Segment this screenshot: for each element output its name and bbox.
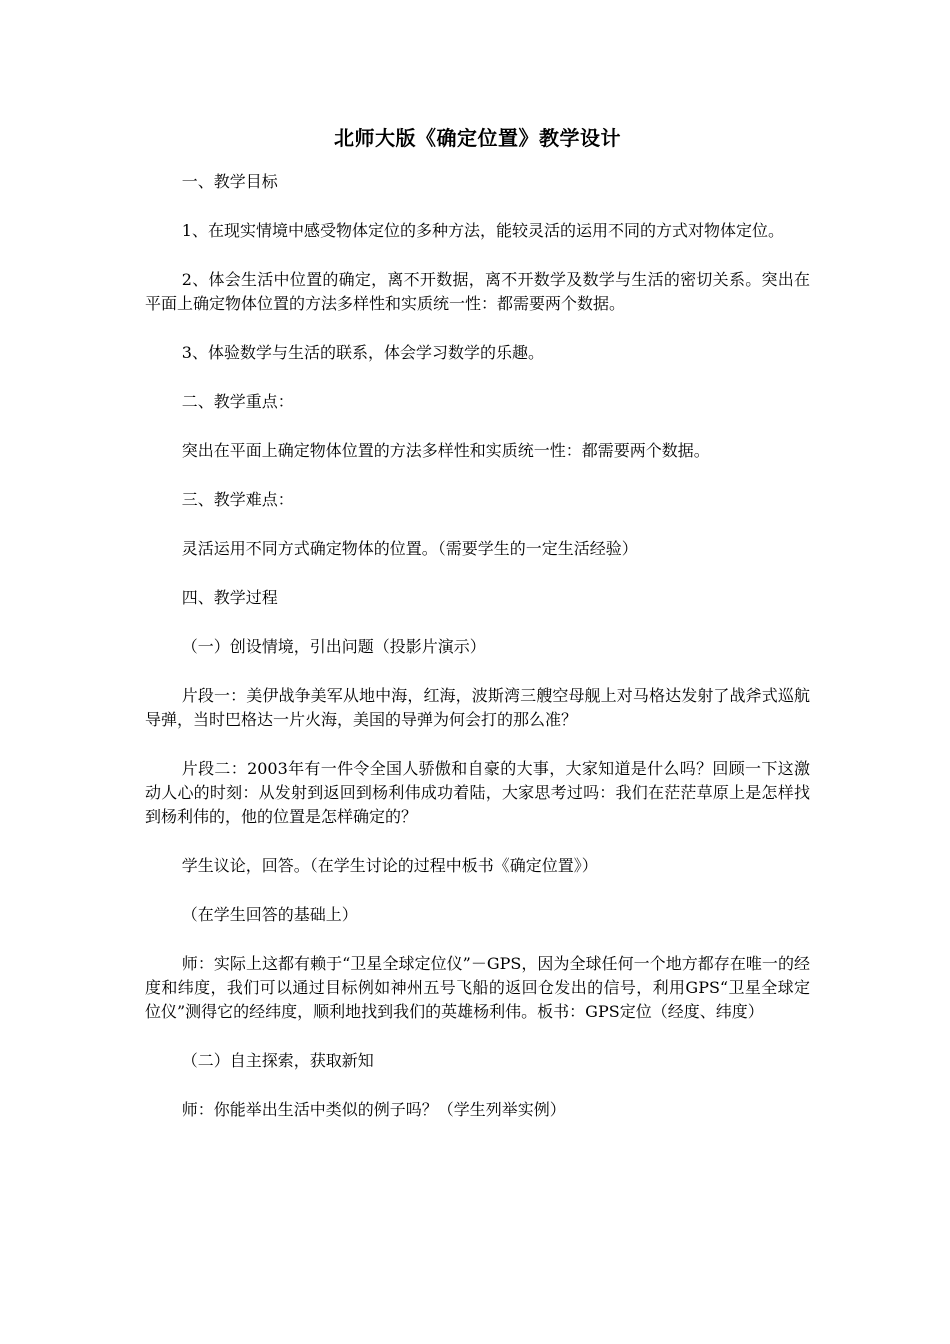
heading-difficulties: 三、教学难点： xyxy=(181,490,294,509)
heading-key-points: 二、教学重点： xyxy=(181,392,294,411)
teacher-gps-paragraph: 师：实际上这都有赖于“卫星全球定位仪”－GPS，因为全球任何一个地方都存在唯一的经度和纬度，我们可以通过目标例如神州五号飞船的返回仓发出的信号，利用GPS“卫星全球定位仪”测得它的经纬度，顺利地找到我们的英雄杨利伟。板书：GPS定位（经度、纬度） xyxy=(145,954,810,1021)
goal-1-paragraph: 1、在现实情境中感受物体定位的多种方法，能较灵活的运用不同的方式对物体定位。 xyxy=(181,221,784,240)
teacher-example-paragraph: 师：你能举出生活中类似的例子吗？（学生列举实例） xyxy=(181,1100,566,1119)
subheading-create-situation: （一）创设情境，引出问题（投影片演示） xyxy=(181,637,486,656)
segment-2-paragraph: 片段二：2003年有一件令全国人骄傲和自豪的大事，大家知道是什么吗？回顾一下这激动人心的时刻：从发射到返回到杨利伟成功着陆，大家思考过吗：我们在茫茫草原上是怎样找到杨利伟的，他的位置是怎样确定的？ xyxy=(145,759,810,826)
difficulties-paragraph: 灵活运用不同方式确定物体的位置。（需要学生的一定生活经验） xyxy=(181,539,638,558)
goal-2-paragraph: 2、体会生活中位置的确定，离不开数据，离不开数学及数学与生活的密切关系。突出在平面上确定物体位置的方法多样性和实质统一性：都需要两个数据。 xyxy=(145,270,810,313)
segment-1-paragraph: 片段一：美伊战争美军从地中海，红海，波斯湾三艘空母舰上对马格达发射了战斧式巡航导弹，当时巴格达一片火海，美国的导弹为何会打的那么准？ xyxy=(145,686,810,729)
student-discussion-paragraph: 学生议论，回答。（在学生讨论的过程中板书《确定位置》） xyxy=(181,856,598,875)
student-answer-note: （在学生回答的基础上） xyxy=(181,905,358,924)
heading-teaching-goals: 一、教学目标 xyxy=(181,172,278,191)
heading-teaching-process: 四、教学过程 xyxy=(181,588,278,607)
document-title: 北师大版《确定位置》教学设计 xyxy=(334,126,621,150)
goal-3-paragraph: 3、体验数学与生活的联系，体会学习数学的乐趣。 xyxy=(181,343,544,362)
key-points-paragraph: 突出在平面上确定物体位置的方法多样性和实质统一性：都需要两个数据。 xyxy=(181,441,710,460)
subheading-self-explore: （二）自主探索，获取新知 xyxy=(181,1051,374,1070)
document-body xyxy=(145,122,810,1147)
